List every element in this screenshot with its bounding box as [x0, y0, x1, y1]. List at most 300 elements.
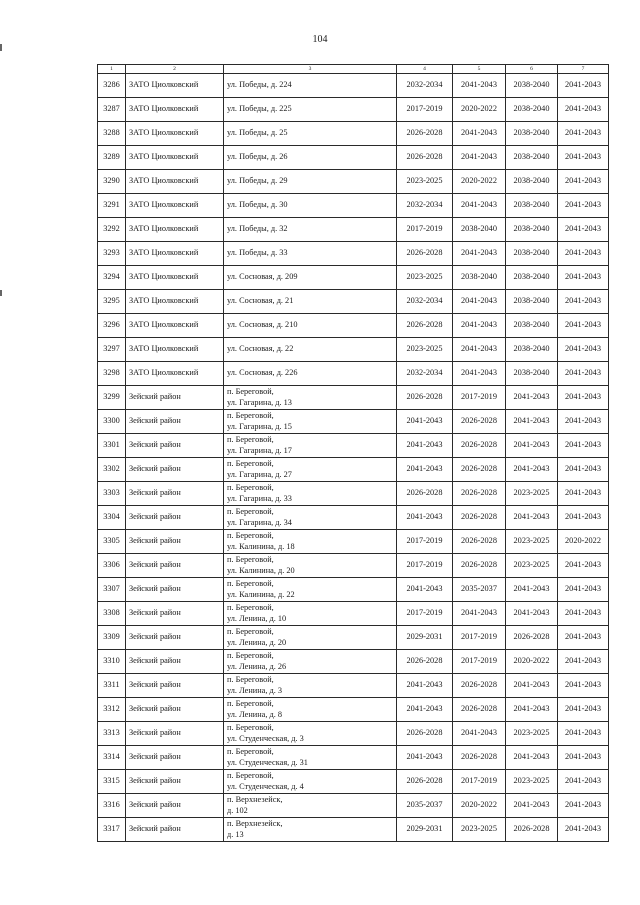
period-cell: 2041-2043 — [453, 602, 506, 626]
row-number-cell: 3312 — [98, 698, 126, 722]
period-cell: 2041-2043 — [558, 74, 609, 98]
period-cell: 2038-2040 — [506, 146, 558, 170]
period-cell: 2032-2034 — [397, 74, 453, 98]
period-cell: 2041-2043 — [558, 554, 609, 578]
address-line: п. Береговой, — [227, 747, 274, 757]
period-cell: 2041-2043 — [397, 410, 453, 434]
period-cell: 2041-2043 — [453, 242, 506, 266]
period-cell: 2041-2043 — [558, 578, 609, 602]
address-line: ул. Победы, д. 30 — [227, 200, 288, 210]
period-cell: 2041-2043 — [558, 674, 609, 698]
address-cell — [224, 98, 397, 122]
address-cell — [224, 554, 397, 578]
period-cell: 2041-2043 — [506, 674, 558, 698]
period-cell: 2038-2040 — [506, 242, 558, 266]
municipality-cell: Зейский район — [126, 482, 224, 506]
period-cell: 2041-2043 — [506, 746, 558, 770]
period-cell: 2017-2019 — [397, 530, 453, 554]
municipality-cell: Зейский район — [126, 818, 224, 842]
period-cell: 2038-2040 — [453, 266, 506, 290]
address-cell — [224, 194, 397, 218]
table-row — [98, 626, 609, 650]
address-cell — [224, 410, 397, 434]
table-row — [98, 410, 609, 434]
row-number-cell: 3302 — [98, 458, 126, 482]
period-cell: 2041-2043 — [558, 722, 609, 746]
address-cell — [224, 674, 397, 698]
municipality-cell: ЗАТО Циолковский — [126, 362, 224, 386]
address-line: ул. Победы, д. 25 — [227, 128, 288, 138]
period-cell: 2041-2043 — [453, 146, 506, 170]
period-cell: 2041-2043 — [506, 386, 558, 410]
address-cell — [224, 362, 397, 386]
address-line: ул. Гагарина, д. 17 — [227, 445, 292, 455]
period-cell: 2017-2019 — [397, 218, 453, 242]
row-number-cell: 3287 — [98, 98, 126, 122]
period-cell: 2041-2043 — [453, 194, 506, 218]
period-cell: 2026-2028 — [506, 818, 558, 842]
row-number-cell: 3296 — [98, 314, 126, 338]
period-cell: 2041-2043 — [506, 506, 558, 530]
table-row — [98, 746, 609, 770]
address-line: д. 102 — [227, 805, 248, 815]
period-cell: 2041-2043 — [453, 122, 506, 146]
period-cell: 2020-2022 — [453, 794, 506, 818]
table-row — [98, 698, 609, 722]
period-cell: 2041-2043 — [397, 746, 453, 770]
address-line: п. Береговой, — [227, 531, 274, 541]
period-cell: 2038-2040 — [506, 290, 558, 314]
period-cell: 2041-2043 — [453, 74, 506, 98]
row-number-cell: 3310 — [98, 650, 126, 674]
address-line: п. Береговой, — [227, 603, 274, 613]
row-number-cell: 3286 — [98, 74, 126, 98]
period-cell: 2020-2022 — [558, 530, 609, 554]
period-cell: 2020-2022 — [506, 650, 558, 674]
municipality-cell: Зейский район — [126, 458, 224, 482]
municipality-cell: Зейский район — [126, 794, 224, 818]
row-number-cell: 3298 — [98, 362, 126, 386]
period-cell: 2041-2043 — [397, 434, 453, 458]
address-cell — [224, 218, 397, 242]
period-cell: 2041-2043 — [558, 410, 609, 434]
municipality-cell: Зейский район — [126, 698, 224, 722]
address-cell — [224, 530, 397, 554]
period-cell: 2032-2034 — [397, 194, 453, 218]
municipality-cell: Зейский район — [126, 650, 224, 674]
period-cell: 2041-2043 — [558, 650, 609, 674]
row-number-cell: 3306 — [98, 554, 126, 578]
period-cell: 2041-2043 — [558, 794, 609, 818]
municipality-cell: ЗАТО Циолковский — [126, 314, 224, 338]
period-cell: 2023-2025 — [506, 554, 558, 578]
table-row — [98, 266, 609, 290]
table-row — [98, 218, 609, 242]
period-cell: 2038-2040 — [506, 338, 558, 362]
page-number: 104 — [312, 34, 328, 45]
row-number-cell: 3315 — [98, 770, 126, 794]
period-cell: 2017-2019 — [397, 554, 453, 578]
period-cell: 2017-2019 — [453, 626, 506, 650]
table-row — [98, 794, 609, 818]
row-number-cell: 3313 — [98, 722, 126, 746]
period-cell: 2041-2043 — [558, 626, 609, 650]
period-cell: 2026-2028 — [397, 122, 453, 146]
period-cell: 2041-2043 — [397, 674, 453, 698]
period-cell: 2041-2043 — [397, 506, 453, 530]
municipality-cell: Зейский район — [126, 434, 224, 458]
address-line: ул. Гагарина, д. 15 — [227, 421, 292, 431]
municipality-cell: Зейский район — [126, 410, 224, 434]
period-cell: 2026-2028 — [397, 314, 453, 338]
period-cell: 2026-2028 — [506, 626, 558, 650]
period-cell: 2041-2043 — [558, 362, 609, 386]
address-line: ул. Сосновая, д. 22 — [227, 344, 294, 354]
table-row — [98, 506, 609, 530]
period-cell: 2032-2034 — [397, 290, 453, 314]
address-line: ул. Победы, д. 225 — [227, 104, 292, 114]
address-line: п. Береговой, — [227, 627, 274, 637]
address-line: ул. Калинина, д. 22 — [227, 589, 295, 599]
period-cell: 2041-2043 — [506, 578, 558, 602]
period-cell: 2041-2043 — [558, 146, 609, 170]
address-cell — [224, 626, 397, 650]
period-cell: 2041-2043 — [558, 314, 609, 338]
address-line: п. Береговой, — [227, 651, 274, 661]
municipality-cell: Зейский район — [126, 506, 224, 530]
period-cell: 2041-2043 — [558, 170, 609, 194]
municipality-cell: Зейский район — [126, 770, 224, 794]
address-line: ул. Гагарина, д. 13 — [227, 397, 292, 407]
period-cell: 2026-2028 — [397, 722, 453, 746]
address-line: ул. Студенческая, д. 31 — [227, 757, 308, 767]
address-line: п. Береговой, — [227, 723, 274, 733]
period-cell: 2041-2043 — [558, 386, 609, 410]
address-cell — [224, 458, 397, 482]
period-cell: 2041-2043 — [558, 290, 609, 314]
period-cell: 2038-2040 — [506, 194, 558, 218]
table-row — [98, 434, 609, 458]
period-cell: 2041-2043 — [558, 818, 609, 842]
table-row — [98, 338, 609, 362]
period-cell: 2023-2025 — [506, 530, 558, 554]
period-cell: 2038-2040 — [453, 218, 506, 242]
address-cell — [224, 722, 397, 746]
address-line: ул. Сосновая, д. 209 — [227, 272, 298, 282]
row-number-cell: 3289 — [98, 146, 126, 170]
row-number-cell: 3299 — [98, 386, 126, 410]
period-cell: 2041-2043 — [558, 602, 609, 626]
period-cell: 2038-2040 — [506, 74, 558, 98]
period-cell: 2041-2043 — [506, 410, 558, 434]
table-row — [98, 194, 609, 218]
period-cell: 2020-2022 — [453, 170, 506, 194]
address-cell — [224, 578, 397, 602]
period-cell: 2035-2037 — [453, 578, 506, 602]
period-cell: 2017-2019 — [453, 650, 506, 674]
address-line: ул. Ленина, д. 10 — [227, 613, 287, 623]
address-line: ул. Студенческая, д. 3 — [227, 733, 304, 743]
column-header: 3 — [224, 65, 397, 74]
address-line: ул. Ленина, д. 26 — [227, 661, 287, 671]
period-cell: 2038-2040 — [506, 266, 558, 290]
row-number-cell: 3305 — [98, 530, 126, 554]
period-cell: 2026-2028 — [453, 506, 506, 530]
address-cell — [224, 650, 397, 674]
table-row — [98, 530, 609, 554]
period-cell: 2041-2043 — [453, 338, 506, 362]
period-cell: 2026-2028 — [453, 434, 506, 458]
period-cell: 2026-2028 — [453, 482, 506, 506]
period-cell: 2041-2043 — [558, 242, 609, 266]
row-number-cell: 3304 — [98, 506, 126, 530]
address-line: ул. Победы, д. 33 — [227, 248, 288, 258]
period-cell: 2029-2031 — [397, 818, 453, 842]
period-cell: 2041-2043 — [558, 122, 609, 146]
municipality-cell: Зейский район — [126, 602, 224, 626]
column-header: 6 — [506, 65, 558, 74]
table-row — [98, 674, 609, 698]
address-line: ул. Калинина, д. 18 — [227, 541, 295, 551]
municipality-cell: ЗАТО Циолковский — [126, 170, 224, 194]
address-line: ул. Гагарина, д. 33 — [227, 493, 292, 503]
table-row — [98, 482, 609, 506]
period-cell: 2017-2019 — [397, 602, 453, 626]
table-row — [98, 74, 609, 98]
period-cell: 2041-2043 — [558, 698, 609, 722]
municipality-cell: ЗАТО Циолковский — [126, 266, 224, 290]
period-cell: 2041-2043 — [506, 458, 558, 482]
period-cell: 2017-2019 — [397, 98, 453, 122]
row-number-cell: 3316 — [98, 794, 126, 818]
address-cell — [224, 482, 397, 506]
table-row — [98, 650, 609, 674]
period-cell: 2029-2031 — [397, 626, 453, 650]
period-cell: 2041-2043 — [453, 362, 506, 386]
address-cell — [224, 266, 397, 290]
municipality-cell: Зейский район — [126, 674, 224, 698]
address-line: ул. Сосновая, д. 210 — [227, 320, 298, 330]
row-number-cell: 3294 — [98, 266, 126, 290]
row-number-cell: 3297 — [98, 338, 126, 362]
row-number-cell: 3288 — [98, 122, 126, 146]
table-row — [98, 314, 609, 338]
address-line: ул. Ленина, д. 8 — [227, 709, 282, 719]
address-line: ул. Победы, д. 29 — [227, 176, 288, 186]
municipality-cell: Зейский район — [126, 554, 224, 578]
municipality-cell: ЗАТО Циолковский — [126, 338, 224, 362]
address-line: п. Береговой, — [227, 411, 274, 421]
municipality-cell: ЗАТО Циолковский — [126, 290, 224, 314]
address-line: п. Верхнезейск, — [227, 795, 283, 805]
period-cell: 2038-2040 — [506, 362, 558, 386]
period-cell: 2041-2043 — [397, 698, 453, 722]
address-cell — [224, 146, 397, 170]
period-cell: 2041-2043 — [558, 194, 609, 218]
period-cell: 2038-2040 — [506, 218, 558, 242]
period-cell: 2041-2043 — [558, 338, 609, 362]
municipality-cell: Зейский район — [126, 530, 224, 554]
column-header: 1 — [98, 65, 126, 74]
municipality-cell: ЗАТО Циолковский — [126, 122, 224, 146]
period-cell: 2041-2043 — [453, 314, 506, 338]
municipality-cell: Зейский район — [126, 386, 224, 410]
period-cell: 2041-2043 — [558, 458, 609, 482]
address-line: д. 13 — [227, 829, 244, 839]
period-cell: 2041-2043 — [558, 506, 609, 530]
row-number-cell: 3295 — [98, 290, 126, 314]
period-cell: 2026-2028 — [397, 770, 453, 794]
row-number-cell: 3290 — [98, 170, 126, 194]
period-cell: 2041-2043 — [453, 722, 506, 746]
row-number-cell: 3303 — [98, 482, 126, 506]
row-number-cell: 3307 — [98, 578, 126, 602]
address-line: п. Береговой, — [227, 435, 274, 445]
address-cell — [224, 602, 397, 626]
table-row — [98, 602, 609, 626]
address-cell — [224, 386, 397, 410]
period-cell: 2026-2028 — [453, 458, 506, 482]
period-cell: 2038-2040 — [506, 98, 558, 122]
table-row — [98, 122, 609, 146]
address-cell — [224, 314, 397, 338]
period-cell: 2026-2028 — [397, 482, 453, 506]
address-cell — [224, 338, 397, 362]
table-row — [98, 170, 609, 194]
row-number-cell: 3308 — [98, 602, 126, 626]
address-line: п. Береговой, — [227, 699, 274, 709]
table-row — [98, 290, 609, 314]
period-cell: 2032-2034 — [397, 362, 453, 386]
municipality-cell: Зейский район — [126, 626, 224, 650]
period-cell: 2038-2040 — [506, 122, 558, 146]
municipality-cell: Зейский район — [126, 722, 224, 746]
table-row — [98, 818, 609, 842]
period-cell: 2035-2037 — [397, 794, 453, 818]
address-line: п. Береговой, — [227, 771, 274, 781]
period-cell: 2041-2043 — [558, 434, 609, 458]
address-line: ул. Победы, д. 26 — [227, 152, 288, 162]
row-number-cell: 3314 — [98, 746, 126, 770]
row-number-cell: 3301 — [98, 434, 126, 458]
address-line: ул. Победы, д. 224 — [227, 80, 292, 90]
municipality-cell: Зейский район — [126, 746, 224, 770]
address-line: ул. Гагарина, д. 34 — [227, 517, 292, 527]
municipality-cell: ЗАТО Циолковский — [126, 194, 224, 218]
period-cell: 2041-2043 — [558, 218, 609, 242]
municipality-cell: ЗАТО Циолковский — [126, 74, 224, 98]
address-line: п. Береговой, — [227, 555, 274, 565]
address-cell — [224, 818, 397, 842]
municipality-cell: ЗАТО Циолковский — [126, 218, 224, 242]
period-cell: 2020-2022 — [453, 98, 506, 122]
address-cell — [224, 746, 397, 770]
table-row — [98, 386, 609, 410]
address-cell — [224, 770, 397, 794]
data-table — [97, 64, 609, 842]
table-row — [98, 146, 609, 170]
period-cell: 2023-2025 — [397, 338, 453, 362]
address-cell — [224, 242, 397, 266]
address-cell — [224, 74, 397, 98]
row-number-cell: 3311 — [98, 674, 126, 698]
address-line: п. Береговой, — [227, 675, 274, 685]
period-cell: 2041-2043 — [506, 602, 558, 626]
address-line: п. Береговой, — [227, 507, 274, 517]
address-cell — [224, 506, 397, 530]
address-line: ул. Студенческая, д. 4 — [227, 781, 304, 791]
address-cell — [224, 698, 397, 722]
column-header: 7 — [558, 65, 609, 74]
address-cell — [224, 434, 397, 458]
period-cell: 2017-2019 — [453, 386, 506, 410]
period-cell: 2026-2028 — [453, 698, 506, 722]
period-cell: 2026-2028 — [453, 410, 506, 434]
period-cell: 2023-2025 — [506, 770, 558, 794]
column-header: 4 — [397, 65, 453, 74]
period-cell: 2041-2043 — [397, 458, 453, 482]
address-cell — [224, 794, 397, 818]
address-line: п. Береговой, — [227, 579, 274, 589]
period-cell: 2041-2043 — [558, 770, 609, 794]
address-line: п. Береговой, — [227, 459, 274, 469]
period-cell: 2041-2043 — [506, 698, 558, 722]
municipality-cell: ЗАТО Циолковский — [126, 98, 224, 122]
period-cell: 2041-2043 — [506, 794, 558, 818]
row-number-cell: 3292 — [98, 218, 126, 242]
period-cell: 2026-2028 — [397, 146, 453, 170]
address-cell — [224, 122, 397, 146]
column-header: 2 — [126, 65, 224, 74]
period-cell: 2023-2025 — [397, 266, 453, 290]
period-cell: 2023-2025 — [506, 722, 558, 746]
address-line: ул. Калинина, д. 20 — [227, 565, 295, 575]
address-cell — [224, 170, 397, 194]
row-number-cell: 3291 — [98, 194, 126, 218]
period-cell: 2026-2028 — [453, 746, 506, 770]
address-line: ул. Гагарина, д. 27 — [227, 469, 292, 479]
period-cell: 2041-2043 — [558, 266, 609, 290]
row-number-cell: 3300 — [98, 410, 126, 434]
address-cell — [224, 290, 397, 314]
address-line: п. Береговой, — [227, 387, 274, 397]
municipality-cell: Зейский район — [126, 578, 224, 602]
period-cell: 2041-2043 — [453, 290, 506, 314]
row-number-cell: 3309 — [98, 626, 126, 650]
period-cell: 2041-2043 — [397, 578, 453, 602]
period-cell: 2023-2025 — [397, 170, 453, 194]
period-cell: 2023-2025 — [506, 482, 558, 506]
period-cell: 2041-2043 — [558, 746, 609, 770]
period-cell: 2026-2028 — [453, 674, 506, 698]
column-number-row — [98, 65, 609, 74]
period-cell: 2041-2043 — [558, 98, 609, 122]
period-cell: 2041-2043 — [558, 482, 609, 506]
address-line: ул. Сосновая, д. 21 — [227, 296, 294, 306]
municipality-cell: ЗАТО Циолковский — [126, 146, 224, 170]
row-number-cell: 3317 — [98, 818, 126, 842]
period-cell: 2038-2040 — [506, 314, 558, 338]
table-row — [98, 458, 609, 482]
period-cell: 2026-2028 — [397, 386, 453, 410]
period-cell: 2038-2040 — [506, 170, 558, 194]
period-cell: 2026-2028 — [397, 242, 453, 266]
table-row — [98, 362, 609, 386]
period-cell: 2041-2043 — [506, 434, 558, 458]
table-row — [98, 554, 609, 578]
period-cell: 2023-2025 — [453, 818, 506, 842]
address-line: ул. Ленина, д. 3 — [227, 685, 282, 695]
